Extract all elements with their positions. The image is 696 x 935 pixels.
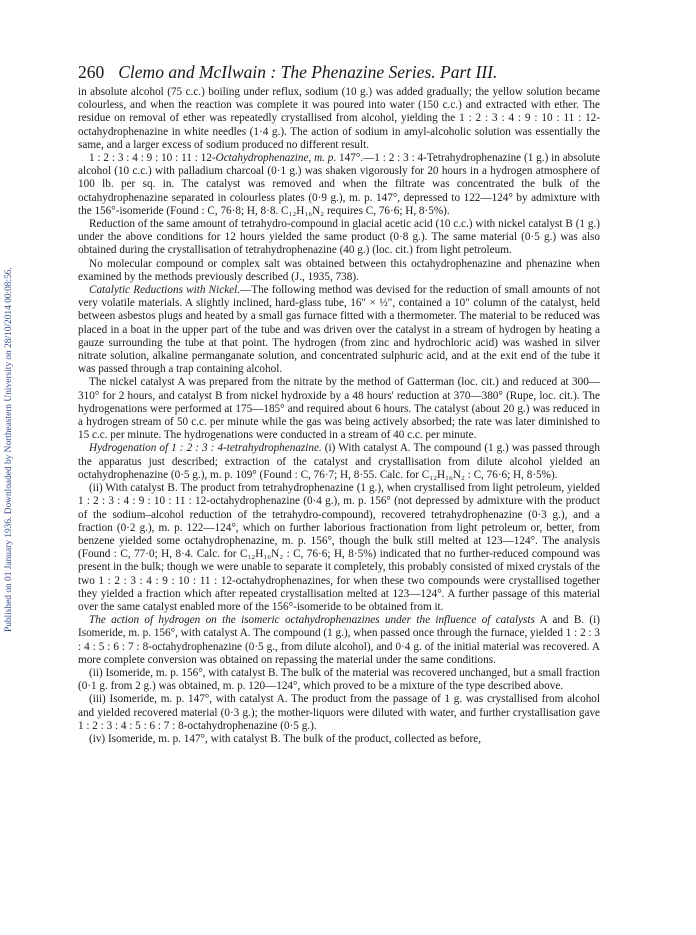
article-body <box>78 86 600 746</box>
download-notice: Published on 01 January 1936. Downloaded by Northeastern University on 28/10/2014 00:08:56. <box>4 267 14 633</box>
page-number: 260 <box>78 62 105 82</box>
paragraph: (ii) With catalyst B. The product from tetrahydrophenazine (1 g.), when crystallised from light petroleum, yielded 1 : 2 : 3 : 4 : 9 : 10 : 11 : 12-octahydrophenazine (0·4 g.), m. p. 156° (not depressed by admixture with the product of the sodium–alcohol reduction of the tetrahydro-compound), recovered tetrahydrophenazine (0·3 g.), and a fraction (0·2 g.), m. p. 122—124°, which on further laborious fractionation from light petroleum or, better, from benzene yielded some octahydrophenazine, m. p. 156°, though the bulk still melted at 123—124°. The analysis (Found : C, 77·0; H, 8·4. Calc. for C₁₂H₁₆N₂ : C, 76·6; H, 8·5%) indicated that no further-reduced compound was present in the bulk; though we were unable to separate it completely, this probably consisted of mixed crystals of the two 1 : 2 : 3 : 4 : 9 : 10 : 11 : 12-octahydrophenazines, for when these two compounds were crystallised together they yielded a fraction which after repeated crystallisation melted at 123—124°. A further passage of this material over the same catalyst enabled more of the 156°-isomeride to be obtained from it. <box>78 482 600 613</box>
paragraph: (iv) Isomeride, m. p. 147°, with catalyst B. The bulk of the product, collected as before, <box>89 732 481 745</box>
running-header <box>78 62 598 83</box>
paragraph: Catalytic Reductions with Nickel.—The following method was devised for the reduction of small amounts of not very volatile materials. A slightly inclined, hard-glass tube, 16″ × ½″, contained a 10″ column of the catalyst, held between asbestos plugs and heated by a small gas furnace fitted with a thermometer. The material to be reduced was placed in a boat in the upper part of the tube and was driven over the catalyst in a stream of hydrogen by heating a gauze surrounding the tube at that point. The hydrogen (from zinc and hydrochloric acid) was washed in silver nitrate solution, alkaline permanganate solution, and concentrated sulphuric acid, and at the exit end of the tube it was passed through a trap containing alcohol. <box>78 284 600 376</box>
paragraph: No molecular compound or complex salt was obtained between this octahydrophenazine and phenazine when examined by the methods previously described (J., 1935, 738). <box>78 257 600 283</box>
paragraph: The nickel catalyst A was prepared from the nitrate by the method of Gatterman (loc. cit.) and reduced at 300—310° for 2 hours, and catalyst B from nickel hydroxide by a 48 hours' reduction at 370—380° (Rupe, loc. cit.). The hydrogenations were performed at 175—185° and required about 6 hours. The catalyst (about 20 g.) was reduced in a hydrogen stream of 50 c.c. per minute while the gas was being actively absorbed; the rate was later diminished to 15 c.c. per minute. The hydrogenations were conducted in a stream of 40 c.c. per minute. <box>78 376 600 442</box>
paragraph: Reduction of the same amount of tetrahydro-compound in glacial acetic acid (10 c.c.) with nickel catalyst B (1 g.) under the above conditions for 12 hours yielded the same product (0·8 g.). The same material (0·5 g.) was also obtained during the crystallisation of tetrahydrophenazine (40 g.) (loc. cit.) from light petroleum. <box>78 218 600 257</box>
paragraph: 1 : 2 : 3 : 4 : 9 : 10 : 11 : 12-Octahydrophenazine, m. p. 147°.—1 : 2 : 3 : 4-Tetrahydrophenazine (1 g.) in absolute alcohol (10 c.c.) with palladium charcoal (0·1 g.) was shaken vigorously for 20 hours in a hydrogen atmosphere of 100 lb. per sq. in. The catalyst was removed and when the filtrate was concentrated the bulk of the octahydrophenazine separated in colourless plates (0·9 g.), m. p. 147°, depressed to 122—124° by admixture with the 156°-isomeride (Found : C, 76·8; H, 8·8. C₁₂H₁₆N₂ requires C, 76·6; H, 8·5%). <box>78 152 600 217</box>
paragraph: Hydrogenation of 1 : 2 : 3 : 4-tetrahydrophenazine. (i) With catalyst A. The compound (1 g.) was passed through the apparatus just described; extraction of the catalyst and crystallisation from dilute alcohol yielded an octahydrophenazine (0·5 g.), m. p. 109° (Found : C, 76·7; H, 8·55. Calc. for C₁₂H₁₆N₂ : C, 76·6; H, 8·5%). <box>78 442 600 481</box>
paragraph: in absolute alcohol (75 c.c.) boiling under reflux, sodium (10 g.) was added gradually; the yellow solution became colourless, and when the reaction was complete it was poured into water (150 c.c.) and extracted with ether. The residue on removal of ether was repeatedly crystallised from alcohol, yielding the 1 : 2 : 3 : 4 : 9 : 10 : 11 : 12-octahydrophenazine in white needles (1·4 g.). The action of sodium in amyl-alcoholic solution was essentially the same, and a larger excess of sodium produced no different result. <box>78 86 600 151</box>
paragraph: (ii) Isomeride, m. p. 156°, with catalyst B. The bulk of the material was recovered unchanged, but a small fraction (0·1 g. from 2 g.) was obtained, m. p. 120—124°, which proved to be a mixture of the type described above. <box>78 666 600 693</box>
paragraph: The action of hydrogen on the isomeric octahydrophenazines under the influence of catalysts A and B. (i) Isomeride, m. p. 156°, with catalyst A. The compound (1 g.), when passed once through the furnace, yielded 1 : 2 : 3 : 4 : 5 : 6 : 7 : 8-octahydrophenazine (0·5 g., from dilute alcohol), and 0·4 g. of the initial material was recovered. A more complete conversion was obtained on repassing the material under the same conditions. <box>78 614 600 666</box>
paragraph: (iii) Isomeride, m. p. 147°, with catalyst A. The product from the passage of 1 g. was crystallised from alcohol and yielded recovered material (0·3 g.); the mother-liquors were diluted with water, and further crystallisation gave 1 : 2 : 3 : 4 : 5 : 6 : 7 : 8-octahydrophenazine (0·5 g.). <box>78 693 600 732</box>
running-title: Clemo and McIlwain : The Phenazine Series. Part III. <box>118 62 498 82</box>
